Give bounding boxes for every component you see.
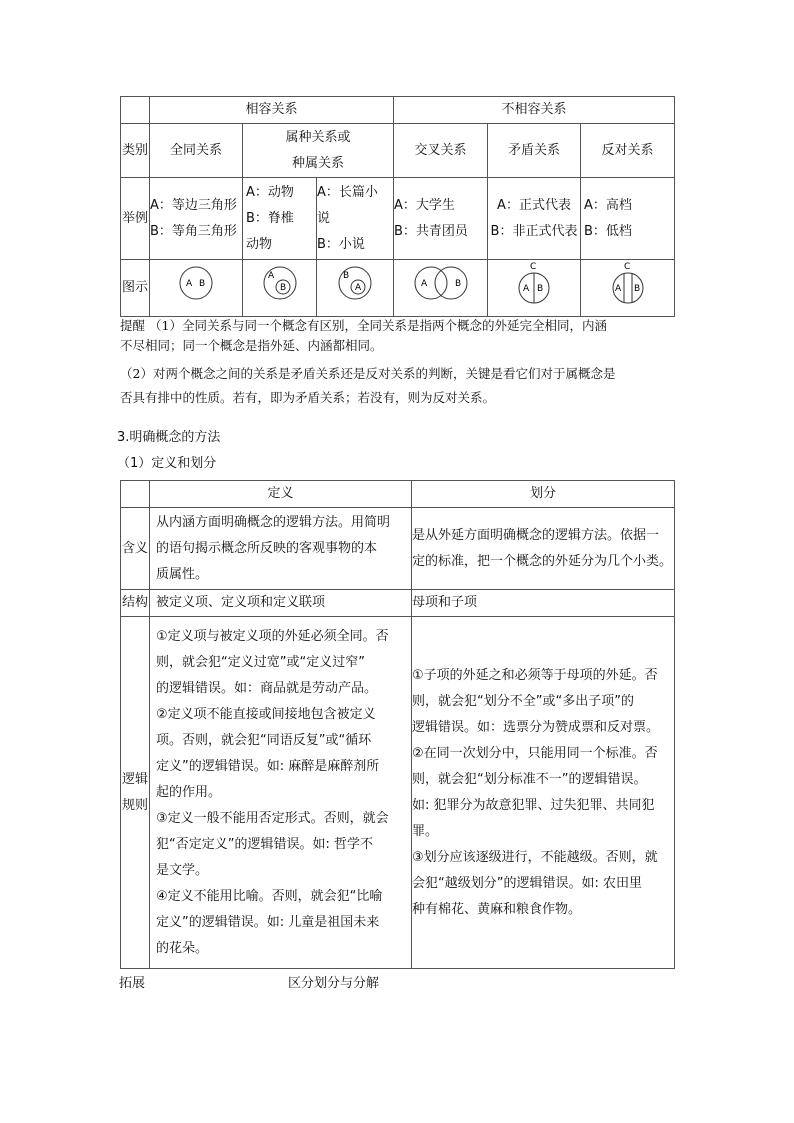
extension-title: 区分划分与分解 bbox=[288, 976, 380, 991]
rule-line: 如: 犯罪分为故意犯罪、过失犯罪、共同犯 bbox=[412, 797, 655, 813]
ex-line: B：等角三角形 bbox=[150, 223, 237, 239]
genus-diagram-1 bbox=[260, 263, 300, 303]
rule-line: ②在同一次划分中，只能用同一个标准。否 bbox=[412, 745, 658, 761]
ex-line: A：等边三角形 bbox=[150, 197, 237, 213]
cat-genus-line1: 属种关系或 bbox=[285, 129, 351, 145]
ex-line: B：脊椎 bbox=[246, 210, 294, 226]
extension-label: 拓展 bbox=[119, 976, 146, 991]
fig-contrary bbox=[581, 260, 675, 317]
fig-label-b: B bbox=[537, 284, 544, 294]
ex-line: A：高档 bbox=[584, 197, 632, 213]
contrary-diagram bbox=[608, 260, 648, 306]
meaning-division bbox=[412, 508, 675, 590]
rule-line: 的逻辑错误。如：商品就是劳动产品。 bbox=[156, 680, 378, 696]
col-definition: 定义 bbox=[150, 481, 412, 508]
fig-label-a: A bbox=[355, 283, 362, 293]
fig-label-b: B bbox=[454, 279, 461, 289]
rule-line: 罪。 bbox=[412, 823, 439, 839]
rule-line: 逻辑错误。如：选票分为赞成票和反对票。 bbox=[412, 719, 660, 735]
contradict-diagram bbox=[514, 260, 554, 306]
fig-label-c: C bbox=[623, 262, 630, 272]
cat-genus bbox=[243, 124, 394, 178]
fig-genus1 bbox=[243, 260, 317, 317]
ex-contrary bbox=[581, 178, 675, 260]
note-line-3: （2）对两个概念之间的关系是矛盾关系还是反对关系的判断，关键是看它们对于属概念是 bbox=[120, 366, 616, 381]
rule-line: ①定义项与被定义项的外延必须全同。否 bbox=[156, 628, 389, 644]
rule-line: ③定义一般不能用否定形式。否则，就会 bbox=[156, 810, 389, 826]
subsection-heading: （1）定义和划分 bbox=[117, 456, 217, 471]
row-meaning: 含义 bbox=[121, 508, 150, 590]
fig-contradict bbox=[488, 260, 581, 317]
section-heading: 3.明确概念的方法 bbox=[117, 430, 221, 445]
text-line: 的语句揭示概念所反映的客观事物的本 bbox=[156, 540, 378, 556]
rule-line: ②定义项不能直接或间接地包含被定义 bbox=[156, 706, 376, 722]
ex-line: B：小说 bbox=[317, 236, 365, 252]
group-compatible: 相容关系 bbox=[150, 97, 394, 124]
note-line-4: 否具有排中的性质。若有，即为矛盾关系；若没有，则为反对关系。 bbox=[120, 390, 496, 405]
note-line-2: 不尽相同；同一个概念是指外延、内涵都相同。 bbox=[120, 338, 383, 353]
rule-line: 定义”的逻辑错误。如: 儿童是祖国未来 bbox=[156, 914, 380, 930]
rule-line: 定义”的逻辑错误。如: 麻醉是麻醉剂所 bbox=[156, 758, 380, 774]
row-structure: 结构 bbox=[121, 590, 150, 617]
ex-line: A：长篇小 bbox=[317, 184, 378, 200]
row-rules-line2: 规则 bbox=[121, 797, 148, 813]
rule-line: 则，就会犯“划分标准不一”的逻辑错误。 bbox=[412, 771, 647, 787]
fig-label-a: A bbox=[186, 279, 193, 289]
rule-line: ①子项的外延之和必须等于母项的外延。否 bbox=[412, 667, 658, 683]
ex-contradict bbox=[488, 178, 581, 260]
fig-label-b: B bbox=[343, 271, 350, 281]
fig-label-b: B bbox=[199, 279, 206, 289]
fig-label-b: B bbox=[279, 283, 286, 293]
ex-line: 动物 bbox=[246, 236, 273, 252]
row-rules bbox=[121, 617, 150, 969]
cat-cross: 交叉关系 bbox=[394, 124, 488, 178]
fig-cross bbox=[394, 260, 488, 317]
fig-label-a: A bbox=[420, 279, 427, 289]
rule-line: 是文学。 bbox=[156, 862, 209, 878]
ex-line: B：共青团员 bbox=[394, 223, 468, 239]
ex-line: A：动物 bbox=[246, 184, 294, 200]
rules-division bbox=[412, 617, 675, 969]
rule-line: 起的作用。 bbox=[156, 784, 222, 800]
note-title: 提醒 bbox=[120, 318, 146, 333]
ex-genus1 bbox=[243, 178, 317, 260]
row-label-figure: 图示 bbox=[121, 260, 150, 317]
fig-identical bbox=[150, 260, 243, 317]
rule-line: 则，就会犯“定义过宽”或“定义过窄” bbox=[156, 654, 365, 670]
definition-division-table bbox=[120, 480, 675, 969]
row-label-example: 举例 bbox=[121, 178, 150, 260]
cat-genus-line2: 种属关系 bbox=[291, 155, 344, 171]
ex-line: A：大学生 bbox=[394, 197, 455, 213]
ex-line: B：低档 bbox=[584, 223, 632, 239]
structure-division: 母项和子项 bbox=[412, 590, 675, 617]
text-line: 定的标准，把一个概念的外延分为几个小类。 bbox=[412, 553, 673, 569]
cat-identical: 全同关系 bbox=[150, 124, 243, 178]
ex-line: 说 bbox=[317, 210, 331, 226]
fig-label-a: A bbox=[523, 284, 530, 294]
ex-genus2 bbox=[317, 178, 394, 260]
cat-contrary: 反对关系 bbox=[581, 124, 675, 178]
rule-line: 犯“否定定义”的逻辑错误。如: 哲学不 bbox=[156, 836, 373, 852]
rule-line: ③划分应该逐级进行，不能越级。否则，就 bbox=[412, 849, 658, 865]
genus-diagram-2 bbox=[335, 263, 375, 303]
rule-line: 会犯“越级划分”的逻辑错误。如: 农田里 bbox=[412, 875, 642, 891]
corner-cell bbox=[121, 97, 150, 124]
rule-line: 种有棉花、黄麻和粮食作物。 bbox=[412, 901, 582, 917]
fig-genus2 bbox=[317, 260, 394, 317]
identical-diagram bbox=[176, 263, 216, 303]
structure-definition: 被定义项、定义项和定义联项 bbox=[150, 590, 412, 617]
rule-line: 的花朵。 bbox=[156, 940, 209, 956]
note-line-1: 提醒 （1）全同关系与同一个概念有区别，全同关系是指两个概念的外延完全相同，内涵 bbox=[120, 318, 607, 333]
rule-line: 项。否则，就会犯“同语反复”或“循环 bbox=[156, 732, 372, 748]
text-line: 从内涵方面明确概念的逻辑方法。用简明 bbox=[156, 514, 391, 530]
meaning-definition bbox=[150, 508, 412, 590]
row-label-category: 类别 bbox=[121, 124, 150, 178]
cat-contradict: 矛盾关系 bbox=[488, 124, 581, 178]
note-block bbox=[120, 316, 680, 408]
ex-cross bbox=[394, 178, 488, 260]
ex-line: B：非正式代表 bbox=[490, 223, 578, 239]
ex-identical bbox=[150, 178, 243, 260]
ex-line: A：正式代表 bbox=[497, 197, 571, 213]
rule-line: 则，就会犯“划分不全”或“多出子项”的 bbox=[412, 693, 634, 709]
rules-definition bbox=[150, 617, 412, 969]
col-division: 划分 bbox=[412, 481, 675, 508]
rule-line: ④定义不能用比喻。否则，就会犯“比喻 bbox=[156, 888, 383, 904]
corner-cell bbox=[121, 481, 150, 508]
row-rules-line1: 逻辑 bbox=[121, 771, 148, 787]
fig-label-a: A bbox=[267, 271, 274, 281]
fig-label-c: C bbox=[530, 262, 537, 272]
fig-label-a: A bbox=[614, 284, 621, 294]
text-line: 是从外延方面明确概念的逻辑方法。依据一 bbox=[412, 527, 660, 543]
concept-relations-table bbox=[120, 96, 675, 317]
group-incompatible: 不相容关系 bbox=[394, 97, 675, 124]
cross-diagram bbox=[409, 263, 473, 303]
fig-label-b: B bbox=[633, 284, 640, 294]
text-line: 质属性。 bbox=[156, 566, 209, 582]
